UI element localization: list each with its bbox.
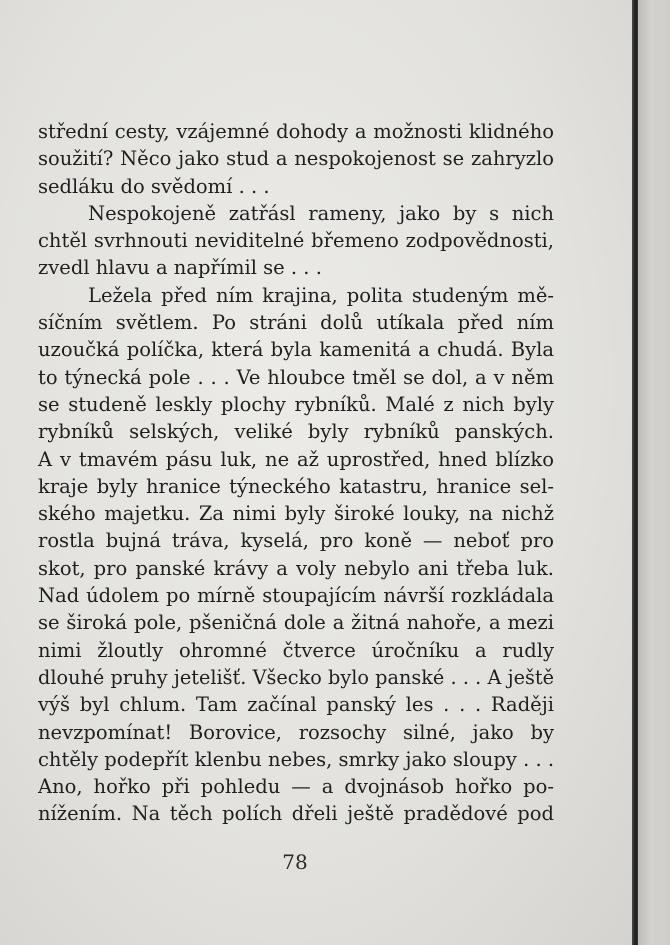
text-line: nevzpomínat! Borovice, rozsochy silné, jako by	[38, 720, 554, 744]
text-line: uzoučká políčka, která byla kamenitá a chudá. Byla	[38, 338, 554, 362]
text-line: chtěly podepřít klenbu nebes, smrky jako sloupy . . .	[38, 747, 555, 771]
text-line: dlouhé pruhy jetelišť. Všecko bylo panské . . . A ještě	[38, 665, 554, 689]
text-line: A v tmavém pásu luk, ne až uprostřed, hned blízko	[38, 447, 554, 471]
adjacent-page-edge	[638, 0, 670, 945]
text-line: Ležela před ním krajina, polita studeným mě-	[88, 283, 554, 307]
text-line: se studeně leskly plochy rybníků. Malé z nich byly	[38, 392, 554, 416]
text-line: se široká pole, pšeničná dole a žitná nahoře, a mezi	[38, 611, 554, 635]
text-line: skot, pro panské krávy a voly nebylo ani třeba luk.	[38, 556, 554, 580]
body-text	[38, 118, 554, 828]
text-line: sedláku do svědomí . . .	[38, 174, 270, 198]
page-number: 78	[282, 850, 308, 874]
text-line: zvedl hlavu a napřímil se . . .	[38, 256, 322, 280]
text-line: Nespokojeně zatřásl rameny, jako by s nich	[88, 201, 554, 225]
text-line: Ano, hořko při pohledu — a dvojnásob hořko po-	[38, 775, 554, 799]
text-line: výš byl chlum. Tam začínal panský les . . . Raději	[38, 693, 554, 717]
text-line: rostla bujná tráva, kyselá, pro koně — neboť pro	[38, 529, 554, 553]
text-line: kraje byly hranice týneckého katastru, hranice sel-	[38, 474, 554, 498]
text-line: rybníků selských, veliké byly rybníků panských.	[38, 420, 554, 444]
text-line: Nad údolem po mírně stoupajícím návrší rozkládala	[38, 584, 554, 608]
text-line: ského majetku. Za nimi byly široké louky, na nichž	[38, 502, 554, 526]
text-line: nížením. Na těch polích dřeli ještě pradědové pod	[38, 802, 554, 826]
text-line: střední cesty, vzájemné dohody a možnosti klidného	[38, 120, 554, 143]
text-line: síčním světlem. Po stráni dolů utíkala před ním	[38, 311, 554, 335]
text-line: chtěl svrhnouti neviditelné břemeno zodpovědnosti,	[38, 229, 554, 253]
text-line: to týnecká pole . . . Ve hloubce tměl se dol, a v něm	[38, 365, 554, 389]
text-line: soužití? Něco jako stud a nespokojenost se zahryzlo	[38, 147, 554, 171]
text-line: nimi žloutly ohromné čtverce úročníku a rudly	[38, 638, 554, 662]
